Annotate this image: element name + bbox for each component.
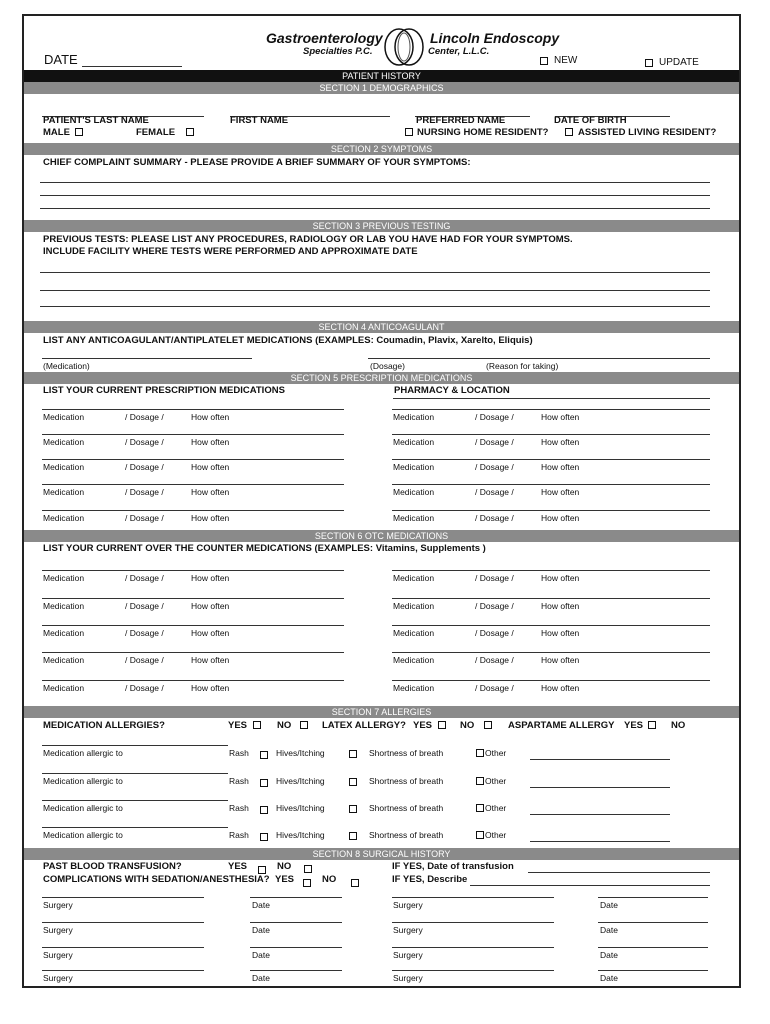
rx-left-medication-label: Medication xyxy=(43,462,85,472)
med-allergies-no-label: NO xyxy=(277,720,292,731)
describe-line[interactable] xyxy=(470,885,710,886)
otc-left-dosage-label: / Dosage / xyxy=(125,573,164,583)
otc-left-how-often-label: How often xyxy=(191,573,230,583)
other-label: Other xyxy=(485,803,507,813)
sob-label: Shortness of breath xyxy=(369,776,444,786)
pharmacy-label: PHARMACY & LOCATION xyxy=(394,385,510,396)
complications-no-label: NO xyxy=(322,874,337,885)
testing-line-3[interactable] xyxy=(40,306,710,307)
otc-right-how-often-label: How often xyxy=(541,683,580,693)
med-allergies-no-checkbox[interactable] xyxy=(300,721,308,729)
otc-right-medication-label: Medication xyxy=(393,573,435,583)
testing-prompt-2: INCLUDE FACILITY WHERE TESTS WERE PERFORMED AND APPROXIMATE DATE xyxy=(43,246,418,257)
hives-checkbox[interactable] xyxy=(349,778,357,786)
allergy-line-1[interactable] xyxy=(42,745,228,746)
other-checkbox[interactable] xyxy=(476,749,484,757)
surgery-line-4-2[interactable] xyxy=(392,970,554,971)
otc-right-how-often-label: How often xyxy=(541,655,580,665)
surgery-date-label: Date xyxy=(600,973,618,983)
complications-label: COMPLICATIONS WITH SEDATION/ANESTHESIA? xyxy=(43,874,270,885)
otc-left-medication-label: Medication xyxy=(43,573,85,583)
otc-left-line-3[interactable] xyxy=(42,625,344,626)
otc-right-dosage-label: / Dosage / xyxy=(475,683,514,693)
aspartame-no-label: NO xyxy=(671,720,686,731)
pharmacy-line[interactable] xyxy=(393,398,710,399)
transfusion-no-checkbox[interactable] xyxy=(304,865,312,873)
other-label: Other xyxy=(485,830,507,840)
surgery-date-line-2-1[interactable] xyxy=(250,922,342,923)
other-checkbox[interactable] xyxy=(476,831,484,839)
otc-left-line-1[interactable] xyxy=(42,570,344,571)
allergy-medication-label: Medication allergic to xyxy=(43,830,123,840)
transfusion-yes-checkbox[interactable] xyxy=(258,866,266,874)
rash-checkbox[interactable] xyxy=(260,806,268,814)
female-label: FEMALE xyxy=(136,127,176,138)
other-line-2[interactable] xyxy=(530,787,670,788)
male-checkbox[interactable] xyxy=(75,128,83,136)
surgery-date-label: Date xyxy=(252,900,270,910)
allergy-medication-label: Medication allergic to xyxy=(43,803,123,813)
first-name-label: FIRST NAME xyxy=(230,115,289,126)
rx-right-line-4[interactable] xyxy=(392,484,710,485)
latex-yes-label: YES xyxy=(413,720,433,731)
symptoms-line-2[interactable] xyxy=(40,195,710,196)
surgery-date-label: Date xyxy=(600,900,618,910)
assisted-living-label: ASSISTED LIVING RESIDENT? xyxy=(578,127,717,138)
anticoag-reason-label: (Reason for taking) xyxy=(486,361,559,371)
rx-left-dosage-label: / Dosage / xyxy=(125,437,164,447)
new-label: NEW xyxy=(554,55,578,66)
rx-right-line-5[interactable] xyxy=(392,510,710,511)
rx-left-how-often-label: How often xyxy=(191,487,230,497)
rx-right-dosage-label: / Dosage / xyxy=(475,513,514,523)
aspartame-label: ASPARTAME ALLERGY xyxy=(508,720,615,731)
complications-yes-label: YES xyxy=(275,874,295,885)
rx-left-how-often-label: How often xyxy=(191,437,230,447)
rx-right-how-often-label: How often xyxy=(541,412,580,422)
assisted-living-checkbox[interactable] xyxy=(565,128,573,136)
transfusion-date-line[interactable] xyxy=(528,872,710,873)
symptoms-prompt: CHIEF COMPLAINT SUMMARY - PLEASE PROVIDE A BRIEF SUMMARY OF YOUR SYMPTOMS: xyxy=(43,157,471,168)
other-line-4[interactable] xyxy=(530,841,670,842)
rx-left-medication-label: Medication xyxy=(43,437,85,447)
otc-right-line-3[interactable] xyxy=(392,625,710,626)
rx-right-dosage-label: / Dosage / xyxy=(475,487,514,497)
otc-right-medication-label: Medication xyxy=(393,683,435,693)
rx-left-dosage-label: / Dosage / xyxy=(125,513,164,523)
hives-label: Hives/Itching xyxy=(276,830,325,840)
otc-left-medication-label: Medication xyxy=(43,601,85,611)
otc-right-medication-label: Medication xyxy=(393,628,435,638)
describe-label: IF YES, Describe xyxy=(392,874,468,885)
otc-right-dosage-label: / Dosage / xyxy=(475,573,514,583)
surgery-date-label: Date xyxy=(252,950,270,960)
rx-right-line-2[interactable] xyxy=(392,434,710,435)
anticoag-medication-label: (Medication) xyxy=(43,361,90,371)
symptoms-line-3[interactable] xyxy=(40,208,710,209)
otc-right-line-4[interactable] xyxy=(392,652,710,653)
otc-left-line-2[interactable] xyxy=(42,598,344,599)
rx-left-how-often-label: How often xyxy=(191,462,230,472)
prescription-prompt: LIST YOUR CURRENT PRESCRIPTION MEDICATIONS xyxy=(43,385,285,396)
rx-left-line-3[interactable] xyxy=(42,459,344,460)
latex-label: LATEX ALLERGY? xyxy=(322,720,406,731)
sob-label: Shortness of breath xyxy=(369,748,444,758)
otc-left-dosage-label: / Dosage / xyxy=(125,601,164,611)
otc-right-line-5[interactable] xyxy=(392,680,710,681)
surgery-label: Surgery xyxy=(43,925,73,935)
rash-label: Rash xyxy=(229,748,249,758)
rx-right-how-often-label: How often xyxy=(541,487,580,497)
aspartame-yes-label: YES xyxy=(624,720,644,731)
rx-right-medication-label: Medication xyxy=(393,513,435,523)
latex-no-checkbox[interactable] xyxy=(484,721,492,729)
rx-right-how-often-label: How often xyxy=(541,513,580,523)
male-label: MALE xyxy=(43,127,70,138)
transfusion-label: PAST BLOOD TRANSFUSION? xyxy=(43,861,182,872)
other-checkbox[interactable] xyxy=(476,804,484,812)
latex-no-label: NO xyxy=(460,720,475,731)
new-checkbox[interactable] xyxy=(540,57,548,65)
rx-left-line-2[interactable] xyxy=(42,434,344,435)
allergy-medication-label: Medication allergic to xyxy=(43,748,123,758)
otc-left-line-4[interactable] xyxy=(42,652,344,653)
surgery-line-3-1[interactable] xyxy=(42,947,204,948)
otc-right-how-often-label: How often xyxy=(541,573,580,583)
surgery-date-label: Date xyxy=(600,950,618,960)
med-allergies-yes-checkbox[interactable] xyxy=(253,721,261,729)
rx-right-how-often-label: How often xyxy=(541,462,580,472)
otc-left-medication-label: Medication xyxy=(43,655,85,665)
rash-checkbox[interactable] xyxy=(260,833,268,841)
otc-right-medication-label: Medication xyxy=(393,655,435,665)
sob-label: Shortness of breath xyxy=(369,830,444,840)
otc-left-dosage-label: / Dosage / xyxy=(125,683,164,693)
symptoms-line-1[interactable] xyxy=(40,182,710,183)
rash-label: Rash xyxy=(229,830,249,840)
rx-left-line-4[interactable] xyxy=(42,484,344,485)
section6-header: SECTION 6 OTC MEDICATIONS xyxy=(24,530,739,542)
med-allergies-yes-label: YES xyxy=(228,720,248,731)
other-line-1[interactable] xyxy=(530,759,670,760)
dob-label: DATE OF BIRTH xyxy=(554,115,627,126)
nursing-home-checkbox[interactable] xyxy=(405,128,413,136)
hives-checkbox[interactable] xyxy=(349,805,357,813)
otc-left-how-often-label: How often xyxy=(191,601,230,611)
anticoag-medication-line[interactable] xyxy=(42,358,252,359)
logo-left-sub: Specialties P.C. xyxy=(303,46,373,57)
otc-left-how-often-label: How often xyxy=(191,683,230,693)
surgery-label: Surgery xyxy=(393,900,423,910)
hives-checkbox[interactable] xyxy=(349,832,357,840)
surgery-date-line-4-2[interactable] xyxy=(598,970,708,971)
section4-header: SECTION 4 ANTICOAGULANT xyxy=(24,321,739,333)
section5-header: SECTION 5 PRESCRIPTION MEDICATIONS xyxy=(24,372,739,384)
hives-checkbox[interactable] xyxy=(349,750,357,758)
transfusion-no-label: NO xyxy=(277,861,292,872)
rx-left-line-1[interactable] xyxy=(42,409,344,410)
rash-checkbox[interactable] xyxy=(260,751,268,759)
allergy-line-3[interactable] xyxy=(42,800,228,801)
last-name-label: PATIENT'S LAST NAME xyxy=(43,115,149,126)
rx-left-line-5[interactable] xyxy=(42,510,344,511)
surgery-date-line-4-1[interactable] xyxy=(250,970,342,971)
med-allergies-label: MEDICATION ALLERGIES? xyxy=(43,720,165,731)
surgery-label: Surgery xyxy=(43,973,73,983)
allergy-line-2[interactable] xyxy=(42,773,228,774)
surgery-line-1-2[interactable] xyxy=(392,897,554,898)
nursing-home-label: NURSING HOME RESIDENT? xyxy=(417,127,549,138)
date-field[interactable] xyxy=(82,66,182,67)
update-checkbox[interactable] xyxy=(645,59,653,67)
other-label: Other xyxy=(485,748,507,758)
anticoag-dosage-line[interactable] xyxy=(368,358,710,359)
surgery-line-3-2[interactable] xyxy=(392,947,554,948)
otc-left-how-often-label: How often xyxy=(191,655,230,665)
surgery-date-line-2-2[interactable] xyxy=(598,922,708,923)
rx-right-dosage-label: / Dosage / xyxy=(475,462,514,472)
otc-right-dosage-label: / Dosage / xyxy=(475,601,514,611)
surgery-date-line-3-1[interactable] xyxy=(250,947,342,948)
section2-header: SECTION 2 SYMPTOMS xyxy=(24,143,739,155)
surgery-label: Surgery xyxy=(393,950,423,960)
preferred-name-label: PREFERRED NAME xyxy=(416,115,506,126)
surgery-line-2-1[interactable] xyxy=(42,922,204,923)
hives-label: Hives/Itching xyxy=(276,803,325,813)
otc-left-how-often-label: How often xyxy=(191,628,230,638)
anticoag-prompt: LIST ANY ANTICOAGULANT/ANTIPLATELET MEDICATIONS (EXAMPLES: Coumadin, Plavix, Xarelto, Eliquis) xyxy=(43,335,533,346)
surgery-label: Surgery xyxy=(393,925,423,935)
rx-left-medication-label: Medication xyxy=(43,513,85,523)
surgery-line-2-2[interactable] xyxy=(392,922,554,923)
complications-no-checkbox[interactable] xyxy=(351,879,359,887)
testing-prompt-1: PREVIOUS TESTS: PLEASE LIST ANY PROCEDURES, RADIOLOGY OR LAB YOU HAVE HAD FOR YOUR SYMPTOMS. xyxy=(43,234,573,245)
other-label: Other xyxy=(485,776,507,786)
rx-left-dosage-label: / Dosage / xyxy=(125,462,164,472)
update-label: UPDATE xyxy=(659,57,699,68)
surgery-label: Surgery xyxy=(393,973,423,983)
surgery-date-label: Date xyxy=(600,925,618,935)
otc-right-line-1[interactable] xyxy=(392,570,710,571)
otc-right-medication-label: Medication xyxy=(393,601,435,611)
surgery-date-label: Date xyxy=(252,925,270,935)
rx-left-dosage-label: / Dosage / xyxy=(125,412,164,422)
transfusion-date-label: IF YES, Date of transfusion xyxy=(392,861,514,872)
other-line-3[interactable] xyxy=(530,814,670,815)
surgery-label: Surgery xyxy=(43,950,73,960)
rash-checkbox[interactable] xyxy=(260,779,268,787)
otc-prompt: LIST YOUR CURRENT OVER THE COUNTER MEDICATIONS (EXAMPLES: Vitamins, Supplements ) xyxy=(43,543,486,554)
otc-left-medication-label: Medication xyxy=(43,628,85,638)
logo-rings-icon xyxy=(380,26,428,68)
rx-right-dosage-label: / Dosage / xyxy=(475,412,514,422)
surgery-label: Surgery xyxy=(43,900,73,910)
rx-left-dosage-label: / Dosage / xyxy=(125,487,164,497)
otc-right-line-2[interactable] xyxy=(392,598,710,599)
otc-right-dosage-label: / Dosage / xyxy=(475,655,514,665)
rx-left-how-often-label: How often xyxy=(191,412,230,422)
section3-header: SECTION 3 PREVIOUS TESTING xyxy=(24,220,739,232)
surgery-date-line-3-2[interactable] xyxy=(598,947,708,948)
rash-label: Rash xyxy=(229,776,249,786)
surgery-line-4-1[interactable] xyxy=(42,970,204,971)
section1-header: SECTION 1 DEMOGRAPHICS xyxy=(24,82,739,94)
logo-right-main: Lincoln Endoscopy xyxy=(430,30,560,46)
otc-right-how-often-label: How often xyxy=(541,628,580,638)
sob-label: Shortness of breath xyxy=(369,803,444,813)
rx-right-line-3[interactable] xyxy=(392,459,710,460)
rx-right-medication-label: Medication xyxy=(393,487,435,497)
otc-left-dosage-label: / Dosage / xyxy=(125,655,164,665)
otc-left-medication-label: Medication xyxy=(43,683,85,693)
other-checkbox[interactable] xyxy=(476,777,484,785)
section7-header: SECTION 7 ALLERGIES xyxy=(24,706,739,718)
latex-yes-checkbox[interactable] xyxy=(438,721,446,729)
rx-left-medication-label: Medication xyxy=(43,487,85,497)
allergy-line-4[interactable] xyxy=(42,827,228,828)
surgery-date-line-1-2[interactable] xyxy=(598,897,708,898)
transfusion-yes-label: YES xyxy=(228,861,248,872)
otc-left-line-5[interactable] xyxy=(42,680,344,681)
surgery-date-label: Date xyxy=(252,973,270,983)
testing-line-1[interactable] xyxy=(40,272,710,273)
section8-header: SECTION 8 SURGICAL HISTORY xyxy=(24,848,739,860)
female-checkbox[interactable] xyxy=(186,128,194,136)
allergy-medication-label: Medication allergic to xyxy=(43,776,123,786)
complications-yes-checkbox[interactable] xyxy=(303,879,311,887)
rx-right-medication-label: Medication xyxy=(393,437,435,447)
rx-right-medication-label: Medication xyxy=(393,412,435,422)
logo-left-main: Gastroenterology xyxy=(266,30,383,46)
rx-left-medication-label: Medication xyxy=(43,412,85,422)
testing-line-2[interactable] xyxy=(40,290,710,291)
aspartame-yes-checkbox[interactable] xyxy=(648,721,656,729)
rash-label: Rash xyxy=(229,803,249,813)
surgery-line-1-1[interactable] xyxy=(42,897,204,898)
hives-label: Hives/Itching xyxy=(276,748,325,758)
rx-left-how-often-label: How often xyxy=(191,513,230,523)
rx-right-medication-label: Medication xyxy=(393,462,435,472)
date-label: DATE xyxy=(44,52,78,67)
otc-right-how-often-label: How often xyxy=(541,601,580,611)
hives-label: Hives/Itching xyxy=(276,776,325,786)
anticoag-dosage-label: (Dosage) xyxy=(370,361,405,371)
logo-right-sub: Center, L.L.C. xyxy=(428,46,490,57)
rx-right-dosage-label: / Dosage / xyxy=(475,437,514,447)
otc-right-dosage-label: / Dosage / xyxy=(475,628,514,638)
rx-right-line-1[interactable] xyxy=(392,409,710,410)
rx-right-how-often-label: How often xyxy=(541,437,580,447)
patient-history-title: PATIENT HISTORY xyxy=(24,70,739,82)
surgery-date-line-1-1[interactable] xyxy=(250,897,342,898)
otc-left-dosage-label: / Dosage / xyxy=(125,628,164,638)
